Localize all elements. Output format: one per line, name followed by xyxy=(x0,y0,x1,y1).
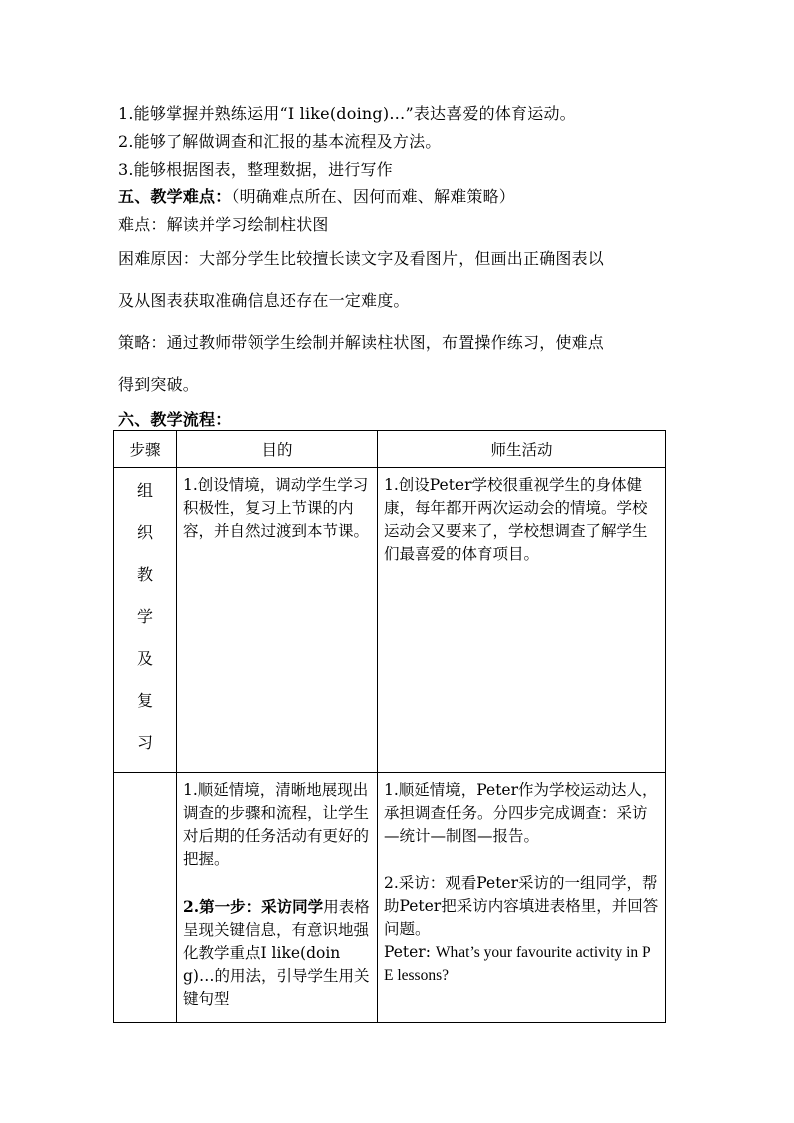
paragraph-gap xyxy=(378,848,665,872)
step-char: 学 xyxy=(136,607,153,626)
activity-text-2: 2.采访：观看Peter采访的一组同学，帮助Peter把采访内容填进表格里，并回答问题。 xyxy=(384,874,659,938)
step-char: 复 xyxy=(136,691,153,710)
flow-heading: 六、教学流程： xyxy=(118,410,232,429)
goal-3: 3.能够根据图表，整理数据，进行写作 xyxy=(118,160,393,179)
speaker-label: Peter: xyxy=(384,943,436,961)
activity-text-3 xyxy=(378,941,665,987)
step-char: 织 xyxy=(136,523,153,542)
purpose-step-one: 2.第一步：采访同学 xyxy=(183,897,324,916)
purpose-cell xyxy=(177,773,378,1023)
teaching-flow-table xyxy=(113,430,666,1023)
purpose-text-1: 1.顺延情境，清晰地展现出调查的步骤和流程，让学生对后期的任务活动有更好的把握。 xyxy=(183,781,370,868)
goal-2: 2.能够了解做调查和汇报的基本流程及方法。 xyxy=(118,132,442,151)
table-header-row xyxy=(114,431,666,468)
purpose-text-2 xyxy=(177,895,377,1011)
reason-line-2: 及从图表获取准确信息还存在一定难度。 xyxy=(118,291,410,310)
step-char: 教 xyxy=(136,565,153,584)
step-vertical-label xyxy=(114,468,176,772)
difficulty-heading-note: （明确难点所在、因何而难、解难策略） xyxy=(231,187,516,206)
step-char: 习 xyxy=(136,733,153,752)
strategy-line-1: 策略：通过教师带领学生绘制并解读柱状图，布置操作练习，使难点 xyxy=(118,333,605,352)
step-cell-empty xyxy=(114,773,177,1023)
step-cell xyxy=(114,468,177,773)
difficulty-heading-line xyxy=(118,184,515,207)
interview-question: What’s your favourite activity in PE lessons? xyxy=(384,944,651,984)
table-row xyxy=(114,773,666,1023)
activity-text-1: 1.顺延情境，Peter作为学校运动达人，承担调查任务。分四步完成调查：采访—统计—制图—报告。 xyxy=(384,781,658,845)
strategy-line-2: 得到突破。 xyxy=(118,375,200,394)
purpose-step-one-detail: 用表格呈现关键信息，有意识地强化教学重点I like(doing)…的用法，引导学生用关键句型 xyxy=(183,898,370,1008)
step-char: 组 xyxy=(136,481,153,500)
header-activity: 师生活动 xyxy=(378,431,666,468)
header-purpose: 目的 xyxy=(177,431,378,468)
step-char: 及 xyxy=(136,649,153,668)
paragraph-gap xyxy=(177,871,377,895)
purpose-cell xyxy=(177,468,378,773)
difficulty-heading: 五、教学难点： xyxy=(118,187,232,206)
table-row xyxy=(114,468,666,773)
reason-line-1: 困难原因：大部分学生比较擅长读文字及看图片，但画出正确图表以 xyxy=(118,249,605,268)
purpose-text: 1.创设情境，调动学生学习积极性，复习上节课的内容，并自然过渡到本节课。 xyxy=(183,476,370,540)
goal-1: 1.能够掌握并熟练运用“I like(doing)…”表达喜爱的体育运动。 xyxy=(118,104,576,123)
activity-text: 1.创设Peter学校很重视学生的身体健康，每年都开两次运动会的情境。学校运动会又要来了，学校想调查了解学生们最喜爱的体育项目。 xyxy=(384,476,648,563)
header-step: 步骤 xyxy=(114,431,177,468)
difficulty-text: 难点：解读并学习绘制柱状图 xyxy=(118,215,329,234)
activity-cell xyxy=(378,468,666,773)
activity-cell xyxy=(378,773,666,1023)
